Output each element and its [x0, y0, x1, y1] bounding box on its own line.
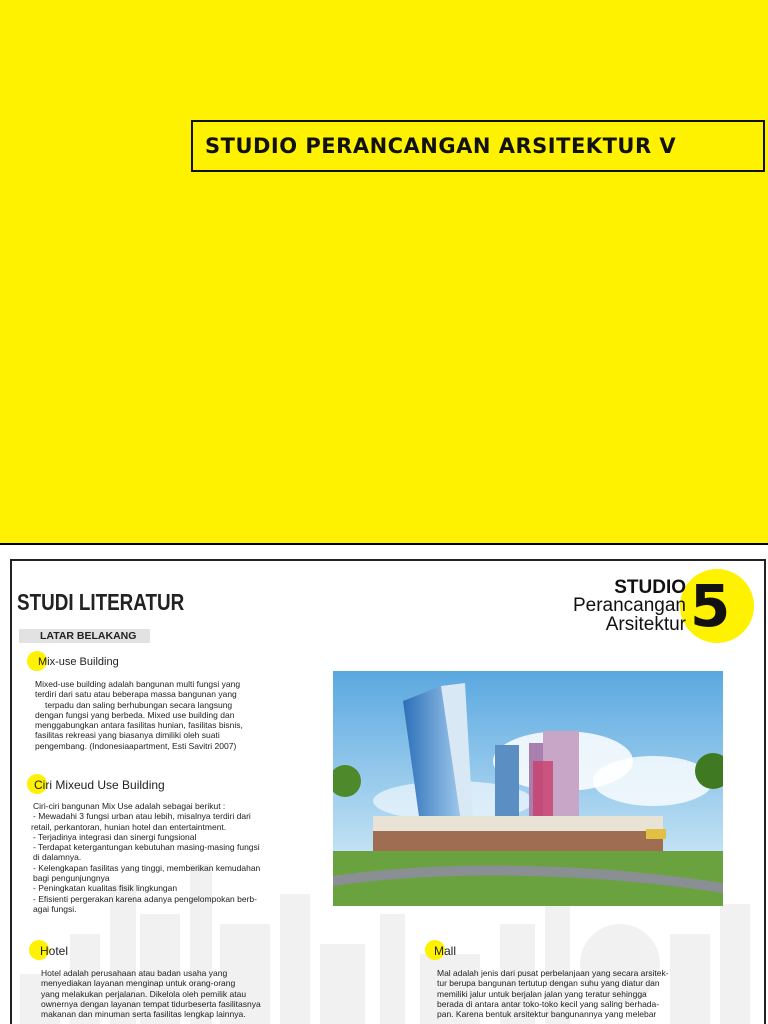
logo-number: 5: [690, 572, 731, 640]
page-heading: STUDI LITERATUR: [17, 589, 185, 615]
text-line: yang melakukan perjalanan. Dikelola oleh pemilik atau: [41, 988, 247, 999]
logo-line-3: Arsitektur: [605, 614, 686, 635]
text-line: Hotel adalah perusahaan atau badan usaha yang: [41, 968, 228, 978]
text-line: Ciri-ciri bangunan Mix Use adalah sebagai berikut :: [33, 801, 226, 811]
text-line: bagi pengunjungnya: [33, 873, 110, 884]
logo-line-1: STUDIO: [614, 577, 686, 598]
text-line: menggabungkan antara fasilitas hunian, fasilitas bisnis,: [35, 720, 243, 731]
mall-title: Mall: [434, 944, 457, 958]
literature-page: [0, 545, 768, 1024]
hotel-paragraph: [41, 968, 261, 1019]
text-line: Mixed-use building adalah bangunan multi fungsi yang: [35, 679, 241, 689]
hotel-title: Hotel: [40, 944, 69, 958]
mixed-use-building-photo: [333, 671, 723, 906]
mall-paragraph: [437, 968, 669, 1019]
text-line: fasilitas rekreasi yang biasanya dimiliki oleh suati: [35, 730, 220, 741]
section-tag: LATAR BELAKANG: [19, 629, 150, 643]
text-line: - Mewadahi 3 fungsi urban atau lebih, misalnya terdiri dari: [33, 811, 251, 822]
text-line: ownernya dengan layanan tempat tidurbeserta fasilitasnya: [41, 998, 261, 1009]
ciri-title: Ciri Mixeud Use Building: [34, 778, 165, 792]
text-line: agai fungsi.: [33, 903, 77, 914]
text-line: pengembang. (Indonesiaapartment, Esti Savitri 2007): [35, 740, 237, 751]
text-line: - Peningkatan kualitas fisik lingkungan: [33, 883, 178, 894]
text-line: memiliki jalur untuk berjalan jalan yang teratur sehingga: [437, 988, 647, 999]
text-line: - Efisienti pergerakan karena adanya pengelompokan berb-: [33, 893, 257, 904]
text-line: - Terdapat ketergantungan kebutuhan masing-masing fungsi: [33, 842, 260, 853]
ciri-paragraph: [31, 801, 260, 914]
text-line: terpadu dan saling berhubungan secara langsung: [45, 699, 233, 710]
text-line: - Kelengkapan fasilitas yang tinggi, memberikan kemudahan: [33, 862, 261, 873]
text-line: berada di antara antar toko-toko kecil yang saling berhada-: [437, 998, 660, 1009]
text-line: di dalamnya.: [33, 852, 82, 863]
logo-line-2: Perancangan: [572, 595, 686, 616]
cover-title-box: [191, 120, 765, 172]
mixuse-paragraph: [35, 679, 243, 751]
mixuse-title: Mix-use Building: [38, 656, 119, 668]
text-line: dengan fungsi yang berbeda. Mixed use building dan: [35, 709, 235, 720]
text-line: pan. Karena bentuk arsitektur bangunannya yang melebar: [437, 1009, 657, 1020]
text-line: terdiri dari satu atau beberapa massa bangunan yang: [35, 689, 237, 700]
text-line: tur berupa bangunan tertutup dengan suhu yang diatur dan: [437, 978, 660, 989]
text-line: menyediakan layanan menginap untuk orang-orang: [41, 978, 236, 989]
text-line: retail, perkantoran, hunian hotel dan entertaintment.: [31, 821, 227, 832]
text-line: - Terjadinya integrasi dan sinergi fungsional: [33, 831, 197, 842]
studio-logo: [552, 563, 752, 643]
cover-title: STUDIO PERANCANGAN ARSITEKTUR V: [205, 134, 677, 158]
text-line: makanan dan minuman serta fasilitas lengkap lainnya.: [41, 1009, 246, 1020]
text-line: Mal adalah jenis dari pusat perbelanjaan yang secara arsitek-: [437, 968, 669, 978]
